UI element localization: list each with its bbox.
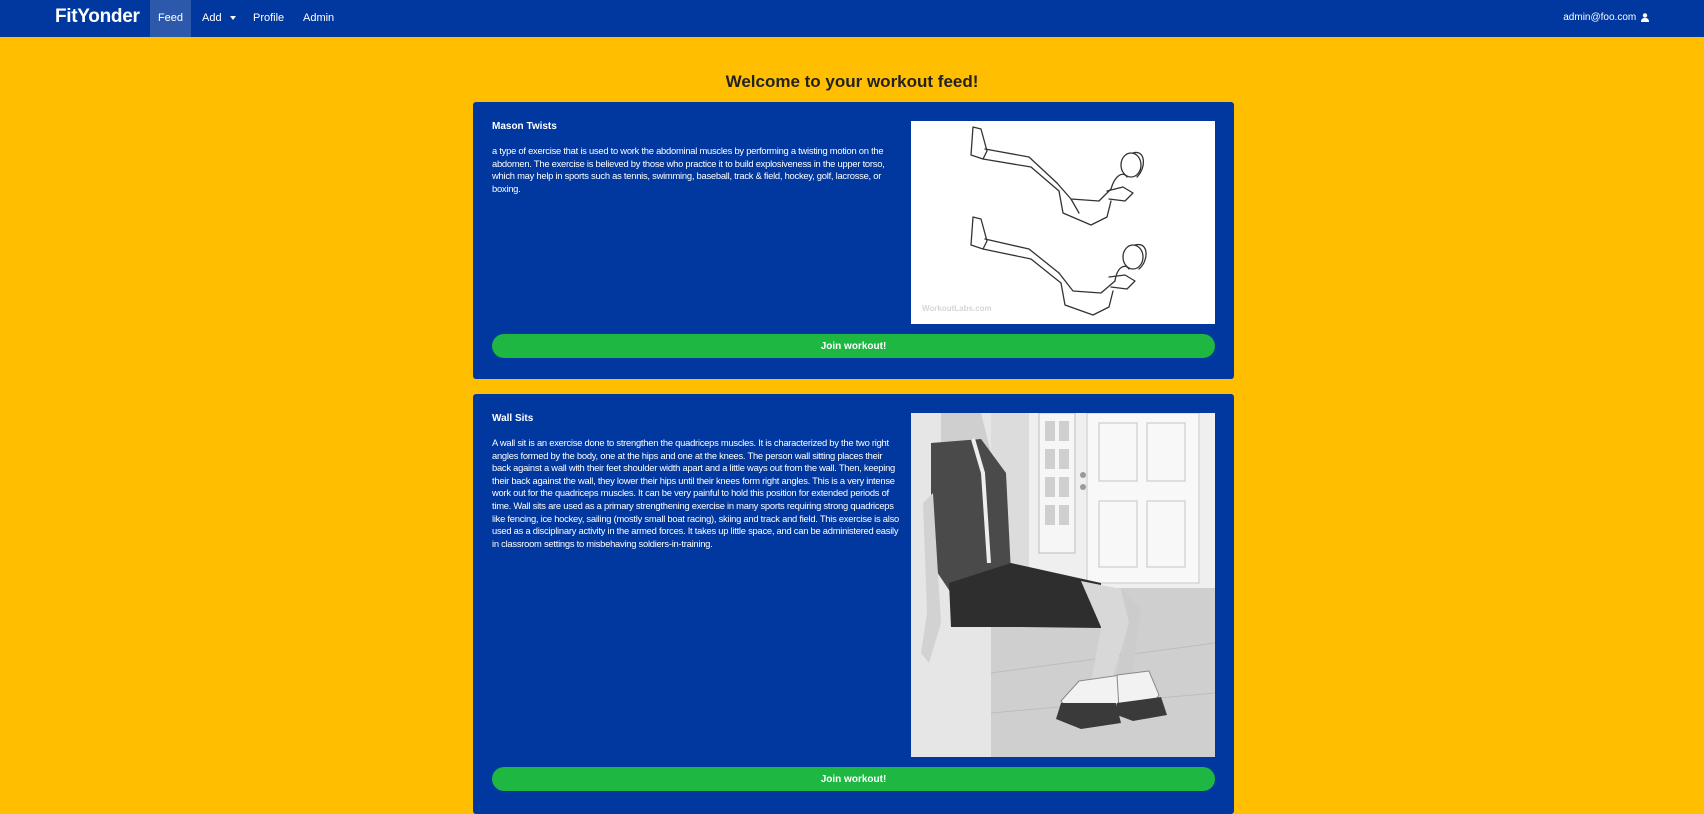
nav-item-profile[interactable]: Profile bbox=[253, 12, 285, 24]
workout-description: A wall sit is an exercise done to strengthen the quadriceps muscles. It is characterized by the two right angles formed by the body, one at the hips and one at the knees. The person wall sitting places their back against a wall with their feet shoulder width apart and a little ways out from the wall. Then, keeping their back against the wall, they lower their hips until their knees form right angles. This is a very intense work out for the quadriceps muscles. It can be very painful to hold this position for extended periods of time. Wall sits are used as a primary strengthening exercise in many sports requiring strong quadriceps like fencing, ice hockey, sailing (mostly small boat racing), skiing and track and field. This exercise is also used as a disciplinary activity in the armed forces. It takes up little space, and can be administered easily in classroom settings to misbehaving soldiers-in-training. bbox=[492, 437, 899, 549]
workout-card bbox=[473, 102, 1234, 379]
join-workout-button[interactable]: Join workout! bbox=[492, 767, 1215, 791]
workout-name: Wall Sits bbox=[492, 413, 534, 424]
workout-description: a type of exercise that is used to work the abdominal muscles by performing a twisting motion on the abdomen. The exercise is believed by those who practice it to build explosiveness in the upper torso, which may help in sports such as tennis, swimming, baseball, track & field, hockey, golf, lacrosse, or boxing. bbox=[492, 145, 885, 194]
nav-item-admin[interactable]: Admin bbox=[303, 12, 335, 24]
user-email: admin@foo.com bbox=[1563, 12, 1637, 23]
page-title: Welcome to your workout feed! bbox=[725, 72, 979, 91]
workout-card bbox=[473, 394, 1234, 814]
user-menu[interactable] bbox=[1563, 0, 1649, 37]
workout-category: legs bbox=[492, 427, 507, 436]
join-workout-button[interactable]: Join workout! bbox=[492, 334, 1215, 358]
brand-logo[interactable]: FitYonder bbox=[55, 6, 140, 27]
image-watermark: WorkoutLabs.com bbox=[922, 304, 992, 313]
caret-down-icon bbox=[230, 16, 236, 20]
nav-item-add-label: Add bbox=[202, 12, 222, 24]
workout-image bbox=[911, 413, 1215, 757]
exercise-illustration bbox=[911, 121, 1215, 324]
exercise-photo bbox=[911, 413, 1215, 757]
workout-image bbox=[911, 121, 1215, 324]
nav-item-add-dropdown[interactable] bbox=[202, 0, 236, 37]
user-icon bbox=[1641, 13, 1649, 22]
nav-item-feed[interactable]: Feed bbox=[150, 0, 191, 37]
workout-name: Mason Twists bbox=[492, 121, 557, 132]
navbar bbox=[0, 0, 1704, 37]
